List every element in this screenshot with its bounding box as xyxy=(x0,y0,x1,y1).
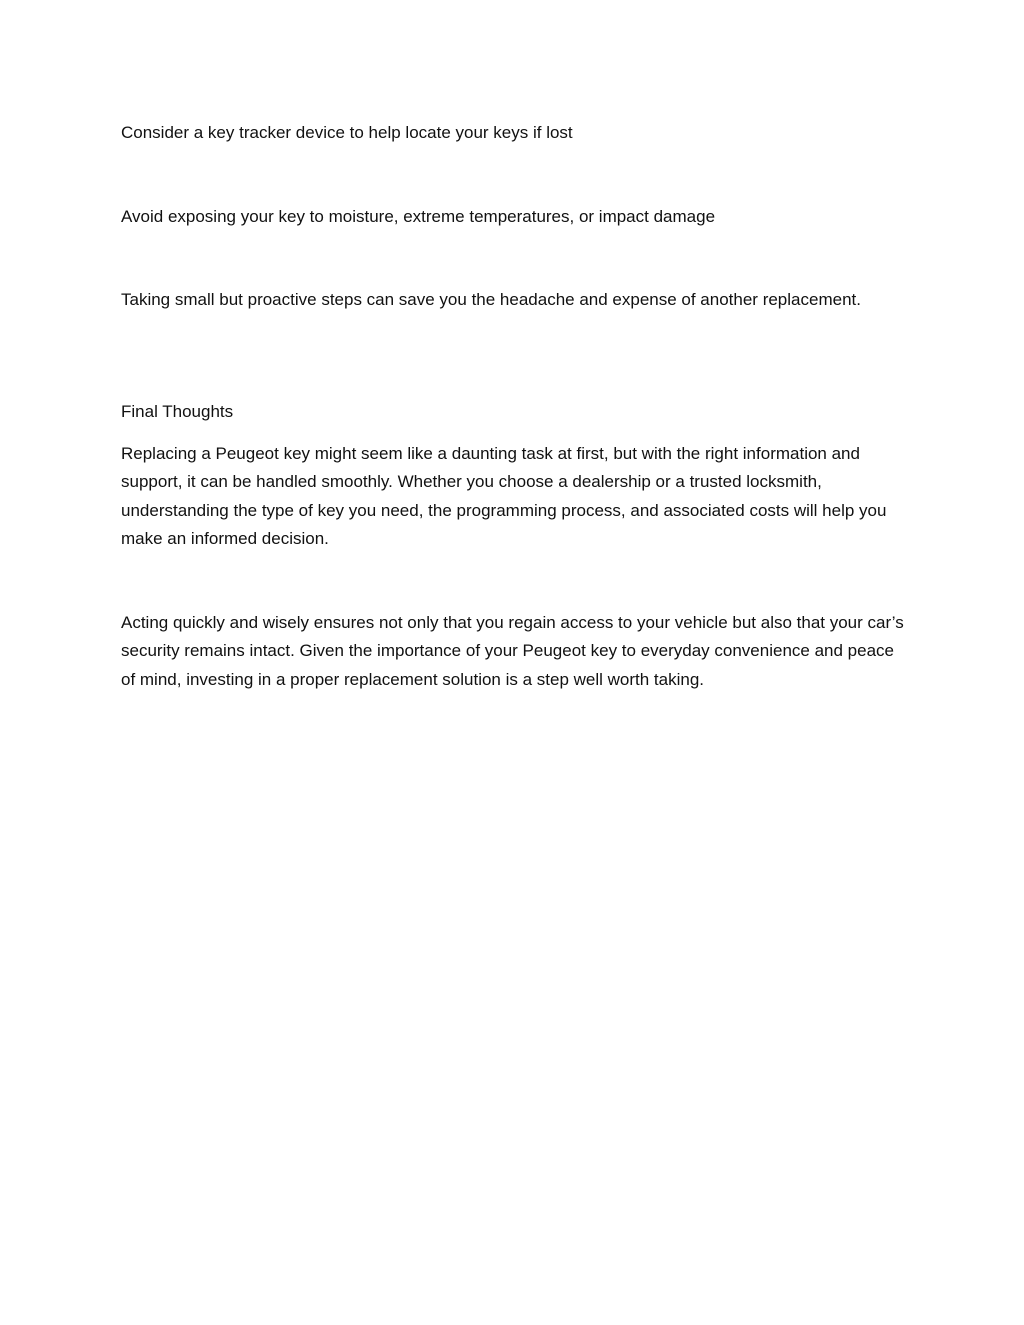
tip-avoid-damage: Avoid exposing your key to moisture, extreme temperatures, or impact damage xyxy=(121,207,716,226)
final-thoughts-paragraph-1: Replacing a Peugeot key might seem like a daunting task at first, but with the right information and support, it can be handled smoothly. Whether you choose a dealership or a trusted locksmith, understanding the type of key you need, the programming process, and associated costs will help you make an informed decision. xyxy=(121,444,887,549)
section-heading-final-thoughts: Final Thoughts xyxy=(121,402,234,421)
tip-key-tracker: Consider a key tracker device to help locate your keys if lost xyxy=(121,123,573,142)
tip-proactive-steps: Taking small but proactive steps can save you the headache and expense of another replacement. xyxy=(121,290,861,309)
final-thoughts-paragraph-2: Acting quickly and wisely ensures not only that you regain access to your vehicle but also that your car’s security remains intact. Given the importance of your Peugeot key to everyday convenience and peace of mind, investing in a proper replacement solution is a step well worth taking. xyxy=(121,613,904,689)
